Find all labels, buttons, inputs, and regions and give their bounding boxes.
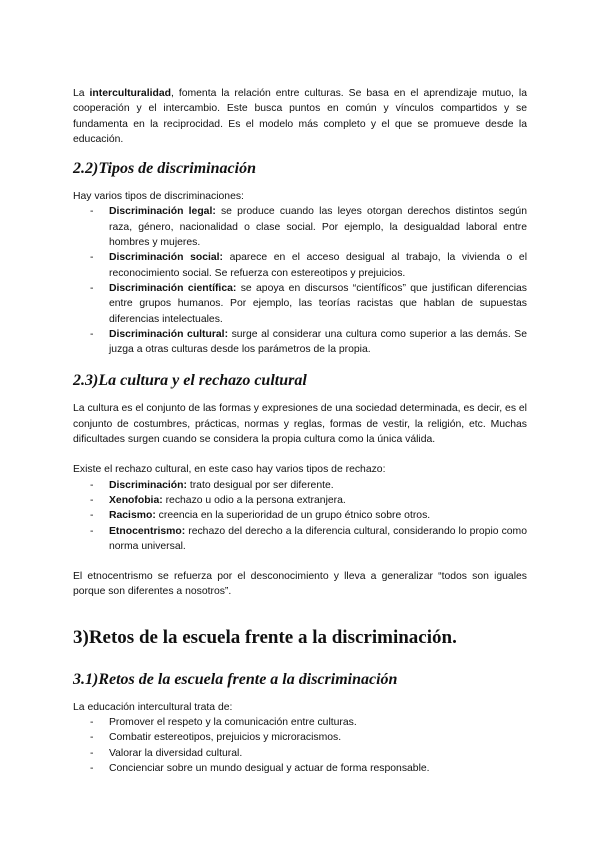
section-2-2-heading: 2.2)Tipos de discriminación [73, 160, 256, 178]
section-2-3-lead: Existe el rechazo cultural, en este caso hay varios tipos de rechazo: [73, 464, 386, 476]
section-3-1-lead: La educación intercultural trata de: [73, 701, 233, 713]
list-item: - Discriminación científica: se apoya en discursos “científicos” que justifican diferencias entre grupos humanos. Por ejemplo, las teorías racistas que hablan de supuestas diferencias intelectuales. [73, 281, 527, 327]
section-3-1-heading: 3.1)Retos de la escuela frente a la discriminación [73, 670, 398, 688]
list-item: - Discriminación: trato desigual por ser diferente. [73, 478, 527, 493]
culture-paragraph: La cultura es el conjunto de las formas y expresiones de una sociedad determinada, es decir, es el conjunto de costumbres, prácticas, normas y reglas, formas de vestir, la religión, etc. Muchas dificultades surgen cuando se considera la propia cultura como la única válida. [73, 403, 527, 446]
ethnocentrism-paragraph: El etnocentrismo se refuerza por el desconocimiento y lleva a generalizar “todos son iguales porque son diferentes a nosotros”. [73, 571, 527, 598]
section-2-3-heading: 2.3)La cultura y el rechazo cultural [73, 372, 307, 390]
document-page [73, 86, 527, 776]
list-item: - Discriminación cultural: surge al considerar una cultura como superior a las demás. Se juzga a otras culturas desde los parámetros de la propia. [73, 327, 527, 358]
list-item: - Racismo: creencia en la superioridad de un grupo étnico sobre otros. [73, 508, 527, 523]
intro-post: , fomenta la relación entre culturas. Se basa en el aprendizaje mutuo, la cooperación y el intercambio. Este busca puntos en común y vínculos compartidos y se fundamenta en la reciprocidad. Es el modelo más completo y el que se promueve desde la educación. [73, 88, 527, 145]
rejection-types-list [73, 478, 527, 554]
list-item: - Concienciar sobre un mundo desigual y actuar de forma responsable. [73, 761, 527, 776]
section-3-heading: 3)Retos de la escuela frente a la discriminación. [73, 626, 457, 648]
intro-pre: La [73, 88, 90, 99]
list-item: - Combatir estereotipos, prejuicios y microracismos. [73, 730, 527, 745]
list-item: - Discriminación social: aparece en el acceso desigual al trabajo, la vivienda o el reconocimiento social. Se refuerza con estereotipos y prejuicios. [73, 250, 527, 281]
list-item: - Etnocentrismo: rechazo del derecho a la diferencia cultural, considerando lo propio como norma universal. [73, 524, 527, 555]
list-item: - Xenofobia: rechazo u odio a la persona extranjera. [73, 493, 527, 508]
list-item: - Promover el respeto y la comunicación entre culturas. [73, 715, 527, 730]
intro-paragraph [73, 86, 527, 147]
list-item: - Discriminación legal: se produce cuando las leyes otorgan derechos distintos según raza, género, nacionalidad o clase social. Por ejemplo, la desigualdad laboral entre hombres y mujeres. [73, 204, 527, 250]
discrimination-types-list [73, 204, 527, 357]
intro-term: interculturalidad [89, 88, 171, 99]
intercultural-goals-list [73, 715, 527, 776]
list-item: - Valorar la diversidad cultural. [73, 746, 527, 761]
section-2-2-lead: Hay varios tipos de discriminaciones: [73, 191, 244, 203]
